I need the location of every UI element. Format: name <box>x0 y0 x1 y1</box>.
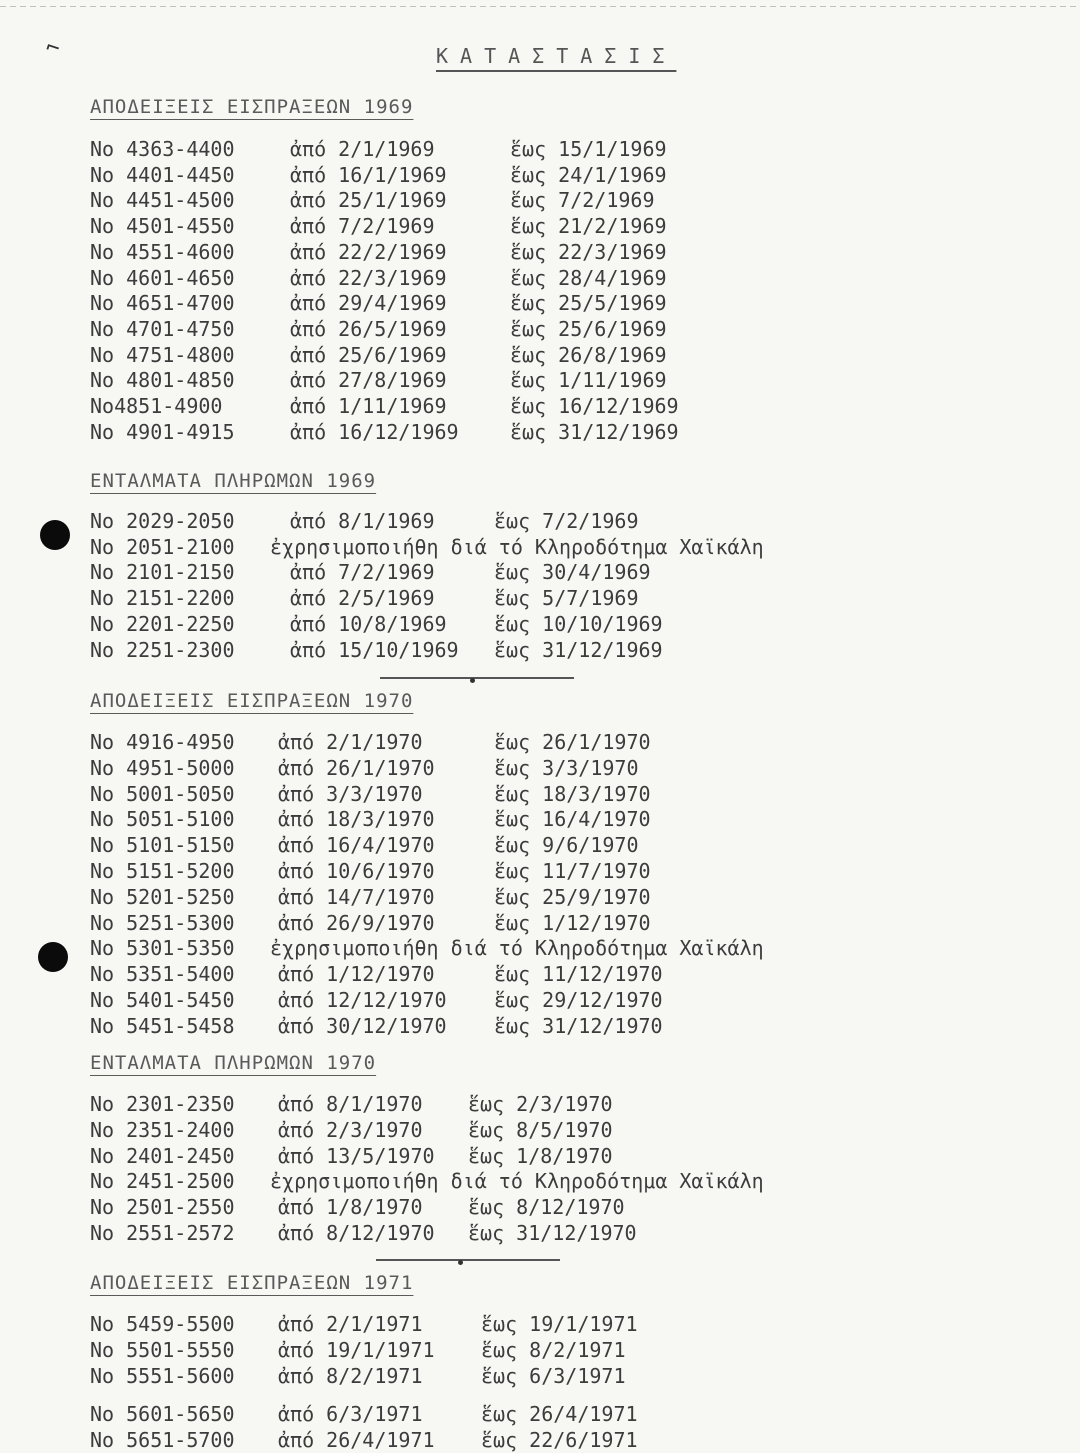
row-number-range: No 4551-4600 <box>90 239 235 264</box>
row-number-range: No 2151-2200 <box>90 586 235 611</box>
row-date-from: ἀπό 25/1/1969 <box>290 188 447 213</box>
row-number-range: No 5001-5050 <box>90 781 235 806</box>
row-note: ἐχρησιμοποιήθη διά τό Κληροδότημα Χαϊκάλη <box>270 1169 764 1194</box>
row-number-range: No 4401-4450 <box>90 162 235 187</box>
separator-dot <box>458 1260 463 1265</box>
row-date-from: ἀπό 29/4/1969 <box>290 291 447 316</box>
row-date-to: ἕως 21/2/1969 <box>510 214 667 239</box>
row-date-to: ἕως 11/7/1970 <box>494 859 651 883</box>
row-date-from: ἀπό 2/1/1969 <box>290 137 435 161</box>
section-separator <box>376 1259 560 1261</box>
row-date-to: ἕως 26/4/1971 <box>481 1402 638 1426</box>
row-date-to: ἕως 31/12/1970 <box>494 1013 663 1038</box>
row-date-to: ἕως 11/12/1970 <box>494 962 663 987</box>
row-date-to: ἕως 7/2/1969 <box>494 509 639 533</box>
row-number-range: No 5151-5200 <box>90 859 235 883</box>
row-date-from: ἀπό 25/6/1969 <box>290 342 447 367</box>
row-number-range: No 2051-2100 <box>90 534 235 559</box>
row-date-to: ἕως 31/12/1970 <box>468 1221 637 1245</box>
row-number-range: No 4901-4915 <box>90 419 235 444</box>
row-date-to: ἕως 16/4/1970 <box>494 807 651 832</box>
row-number-range: No 5201-5250 <box>90 884 235 909</box>
document-title: ΚΑΤΑΣΤΑΣΙΣ <box>436 44 677 68</box>
row-number-range: No 4951-5000 <box>90 755 235 780</box>
row-date-from: ἀπό 10/6/1970 <box>278 859 435 883</box>
row-number-range: No 4916-4950 <box>90 730 235 754</box>
row-date-from: ἀπό 30/12/1970 <box>278 1013 447 1038</box>
row-date-to: ἕως 1/12/1970 <box>494 910 651 935</box>
punch-hole <box>38 942 68 972</box>
section-heading-receipts-1971: ΑΠΟΔΕΙΞΕΙΣ ΕΙΣΠΡΑΞΕΩΝ 1971 <box>90 1272 414 1294</box>
row-date-to: ἕως 6/3/1971 <box>481 1364 626 1388</box>
row-date-from: ἀπό 1/11/1969 <box>290 394 447 418</box>
row-date-to: ἕως 1/11/1969 <box>510 368 667 393</box>
row-note: ἐχρησιμοποιήθη διά τό Κληροδότημα Χαϊκάλη <box>270 534 764 559</box>
row-number-range: No 2251-2300 <box>90 637 235 662</box>
row-number-range: No 5051-5100 <box>90 807 235 832</box>
row-date-from: ἀπό 15/10/1969 <box>290 637 459 662</box>
row-date-to: ἕως 26/1/1970 <box>494 730 651 754</box>
row-date-from: ἀπό 16/12/1969 <box>290 419 459 444</box>
top-edge-line <box>0 6 1080 7</box>
row-date-to: ἕως 26/8/1969 <box>510 342 667 367</box>
row-number-range: No 5601-5650 <box>90 1402 235 1426</box>
section-heading-receipts-1969: ΑΠΟΔΕΙΞΕΙΣ ΕΙΣΠΡΑΞΕΩΝ 1969 <box>90 96 414 118</box>
row-number-range: No 2101-2150 <box>90 560 235 585</box>
row-number-range: No 5459-5500 <box>90 1312 235 1336</box>
row-date-from: ἀπό 27/8/1969 <box>290 368 447 393</box>
row-number-range: No 2551-2572 <box>90 1221 235 1245</box>
row-date-to: ἕως 25/9/1970 <box>494 884 651 909</box>
row-date-from: ἀπό 8/12/1970 <box>278 1221 435 1245</box>
row-date-to: ἕως 16/12/1969 <box>510 394 679 418</box>
row-date-from: ἀπό 26/9/1970 <box>278 910 435 935</box>
row-date-to: ἕως 15/1/1969 <box>510 137 667 161</box>
row-date-from: ἀπό 19/1/1971 <box>278 1338 435 1362</box>
row-number-range: No 5301-5350 <box>90 936 235 961</box>
row-number-range: No 5101-5150 <box>90 833 235 858</box>
row-number-range: No 4601-4650 <box>90 265 235 290</box>
section-heading-payments-1970: ΕΝΤΑΛΜΑΤΑ ΠΛΗΡΩΜΩΝ 1970 <box>90 1052 377 1074</box>
row-date-from: ἀπό 22/3/1969 <box>290 265 447 290</box>
separator-dot <box>470 678 475 683</box>
row-number-range: No 2401-2450 <box>90 1143 235 1168</box>
row-number-range: No 4363-4400 <box>90 137 235 161</box>
row-number-range: No 4651-4700 <box>90 291 235 316</box>
row-date-from: ἀπό 7/2/1969 <box>290 560 435 585</box>
row-date-from: ἀπό 1/8/1970 <box>278 1195 423 1220</box>
row-date-to: ἕως 22/3/1969 <box>510 239 667 264</box>
row-date-from: ἀπό 3/3/1970 <box>278 781 423 806</box>
row-date-from: ἀπό 8/2/1971 <box>278 1364 423 1388</box>
row-number-range: No 2451-2500 <box>90 1169 235 1194</box>
corner-pen-mark-icon: ⌐ <box>42 34 63 63</box>
row-date-to: ἕως 29/12/1970 <box>494 988 663 1012</box>
row-date-to: ἕως 19/1/1971 <box>481 1312 638 1336</box>
row-number-range: No 2201-2250 <box>90 611 235 636</box>
punch-hole <box>40 520 70 550</box>
row-date-from: ἀπό 14/7/1970 <box>278 884 435 909</box>
row-date-from: ἀπό 6/3/1971 <box>278 1402 423 1426</box>
row-number-range: No 5251-5300 <box>90 910 235 935</box>
row-number-range: No 2301-2350 <box>90 1092 235 1116</box>
row-date-to: ἕως 30/4/1969 <box>494 560 651 585</box>
row-number-range: No 5451-5458 <box>90 1013 235 1038</box>
row-number-range: No 4801-4850 <box>90 368 235 393</box>
row-date-to: ἕως 8/2/1971 <box>481 1338 626 1362</box>
section-separator <box>380 677 574 679</box>
row-number-range: No 5351-5400 <box>90 962 235 987</box>
row-date-from: ἀπό 2/1/1971 <box>278 1312 423 1336</box>
row-number-range: No 5401-5450 <box>90 988 235 1012</box>
row-date-from: ἀπό 13/5/1970 <box>278 1143 435 1168</box>
row-number-range: No 5651-5700 <box>90 1428 235 1452</box>
row-date-from: ἀπό 8/1/1969 <box>290 509 435 533</box>
row-date-to: ἕως 10/10/1969 <box>494 611 663 636</box>
row-date-from: ἀπό 1/12/1970 <box>278 962 435 987</box>
row-date-from: ἀπό 22/2/1969 <box>290 239 447 264</box>
row-date-from: ἀπό 2/3/1970 <box>278 1117 423 1142</box>
row-date-from: ἀπό 26/1/1970 <box>278 755 435 780</box>
row-date-from: ἀπό 7/2/1969 <box>290 214 435 239</box>
row-date-to: ἕως 5/7/1969 <box>494 586 639 611</box>
row-date-to: ἕως 31/12/1969 <box>494 637 663 662</box>
row-date-to: ἕως 28/4/1969 <box>510 265 667 290</box>
row-date-from: ἀπό 2/1/1970 <box>278 730 423 754</box>
row-date-to: ἕως 8/5/1970 <box>468 1117 613 1142</box>
section-heading-receipts-1970: ΑΠΟΔΕΙΞΕΙΣ ΕΙΣΠΡΑΞΕΩΝ 1970 <box>90 690 414 712</box>
row-number-range: No 2501-2550 <box>90 1195 235 1220</box>
row-date-from: ἀπό 16/4/1970 <box>278 833 435 858</box>
row-number-range: No 2029-2050 <box>90 509 235 533</box>
row-date-to: ἕως 9/6/1970 <box>494 833 639 858</box>
row-date-to: ἕως 25/6/1969 <box>510 316 667 341</box>
row-date-from: ἀπό 10/8/1969 <box>290 611 447 636</box>
row-date-to: ἕως 18/3/1970 <box>494 781 651 806</box>
row-number-range: No 5551-5600 <box>90 1364 235 1388</box>
row-number-range: No 4451-4500 <box>90 188 235 213</box>
row-number-range: No 4751-4800 <box>90 342 235 367</box>
row-date-to: ἕως 24/1/1969 <box>510 162 667 187</box>
row-date-to: ἕως 25/5/1969 <box>510 291 667 316</box>
row-number-range: No 4501-4550 <box>90 214 235 239</box>
section-heading-payments-1969: ΕΝΤΑΛΜΑΤΑ ΠΛΗΡΩΜΩΝ 1969 <box>90 470 377 492</box>
row-date-from: ἀπό 26/4/1971 <box>278 1428 435 1452</box>
row-date-from: ἀπό 26/5/1969 <box>290 316 447 341</box>
row-date-to: ἕως 31/12/1969 <box>510 419 679 444</box>
row-date-to: ἕως 22/6/1971 <box>481 1428 638 1452</box>
row-date-to: ἕως 2/3/1970 <box>468 1092 613 1116</box>
row-date-to: ἕως 3/3/1970 <box>494 755 639 780</box>
row-date-to: ἕως 8/12/1970 <box>468 1195 625 1220</box>
row-number-range: No4851-4900 <box>90 394 223 418</box>
row-date-to: ἕως 1/8/1970 <box>468 1143 613 1168</box>
row-number-range: No 5501-5550 <box>90 1338 235 1362</box>
row-date-from: ἀπό 18/3/1970 <box>278 807 435 832</box>
row-date-from: ἀπό 12/12/1970 <box>278 988 447 1012</box>
row-number-range: No 4701-4750 <box>90 316 235 341</box>
row-date-to: ἕως 7/2/1969 <box>510 188 655 213</box>
row-date-from: ἀπό 8/1/1970 <box>278 1092 423 1116</box>
row-date-from: ἀπό 16/1/1969 <box>290 162 447 187</box>
row-number-range: No 2351-2400 <box>90 1117 235 1142</box>
row-date-from: ἀπό 2/5/1969 <box>290 586 435 611</box>
row-note: ἐχρησιμοποιήθη διά τό Κληροδότημα Χαϊκάλη <box>270 936 764 961</box>
